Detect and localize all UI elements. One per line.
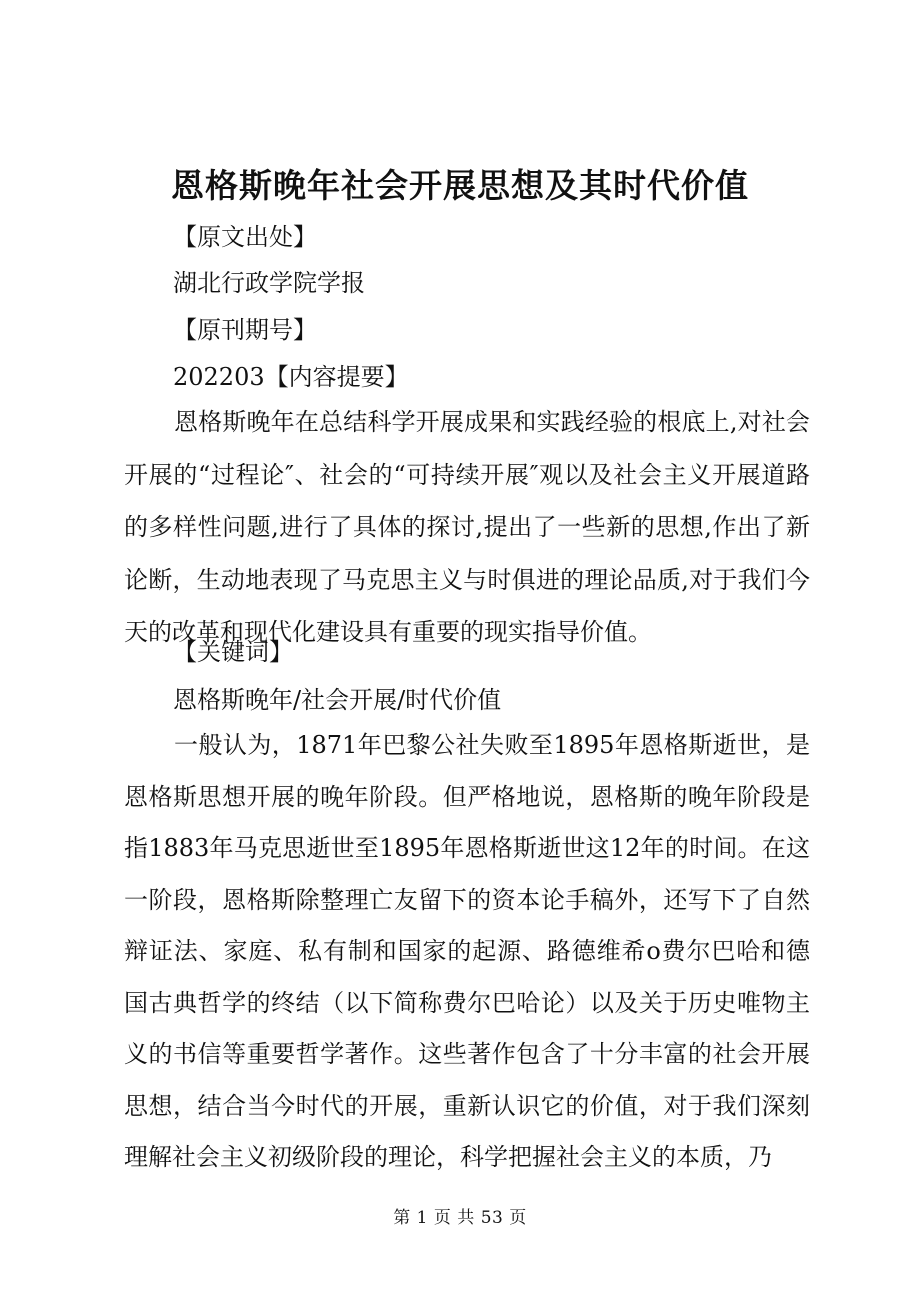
keywords-label: 【关键词】 — [173, 638, 293, 666]
abstract-paragraph: 恩格斯晚年在总结科学开展成果和实践经验的根底上,对社会开展的“过程论″、社会的“可持续开展″观以及社会主义开展道路的多样性问题,进行了具体的探讨,提出了一些新的思想,作出了新论断，生动地表现了马克思主义与时俱进的理论品质,对于我们今天的改革和现代化建设具有重要的现实指导价值。 — [124, 408, 810, 646]
document-title: 恩格斯晚年社会开展思想及其时代价值 — [171, 166, 749, 205]
issue-label: 【原刊期号】 — [173, 316, 317, 344]
issue-line: 202203【内容提要】 — [173, 363, 409, 391]
body-paragraph: 一般认为，1871年巴黎公社失败至1895年恩格斯逝世，是恩格斯思想开展的晚年阶段。但严格地说，恩格斯的晚年阶段是指1883年马克思逝世至1895年恩格斯逝世这12年的时间。在这一阶段，恩格斯除整理亡友留下的资本论手稿外，还写下了自然辩证法、家庭、私有制和国家的起源、路德维希o费尔巴哈和德国古典哲学的终结（以下简称费尔巴哈论）以及关于历史唯物主义的书信等重要哲学著作。这些著作包含了十分丰富的社会开展思想，结合当今时代的开展，重新认识它的价值，对于我们深刻理解社会主义初级阶段的理论，科学把握社会主义的本质，乃 — [124, 731, 810, 1171]
source-label: 【原文出处】 — [173, 223, 317, 251]
page-footer: 第 1 页 共 53 页 — [393, 1208, 527, 1228]
keywords-value: 恩格斯晚年/社会开展/时代价值 — [173, 686, 502, 714]
source-value: 湖北行政学院学报 — [173, 269, 365, 297]
